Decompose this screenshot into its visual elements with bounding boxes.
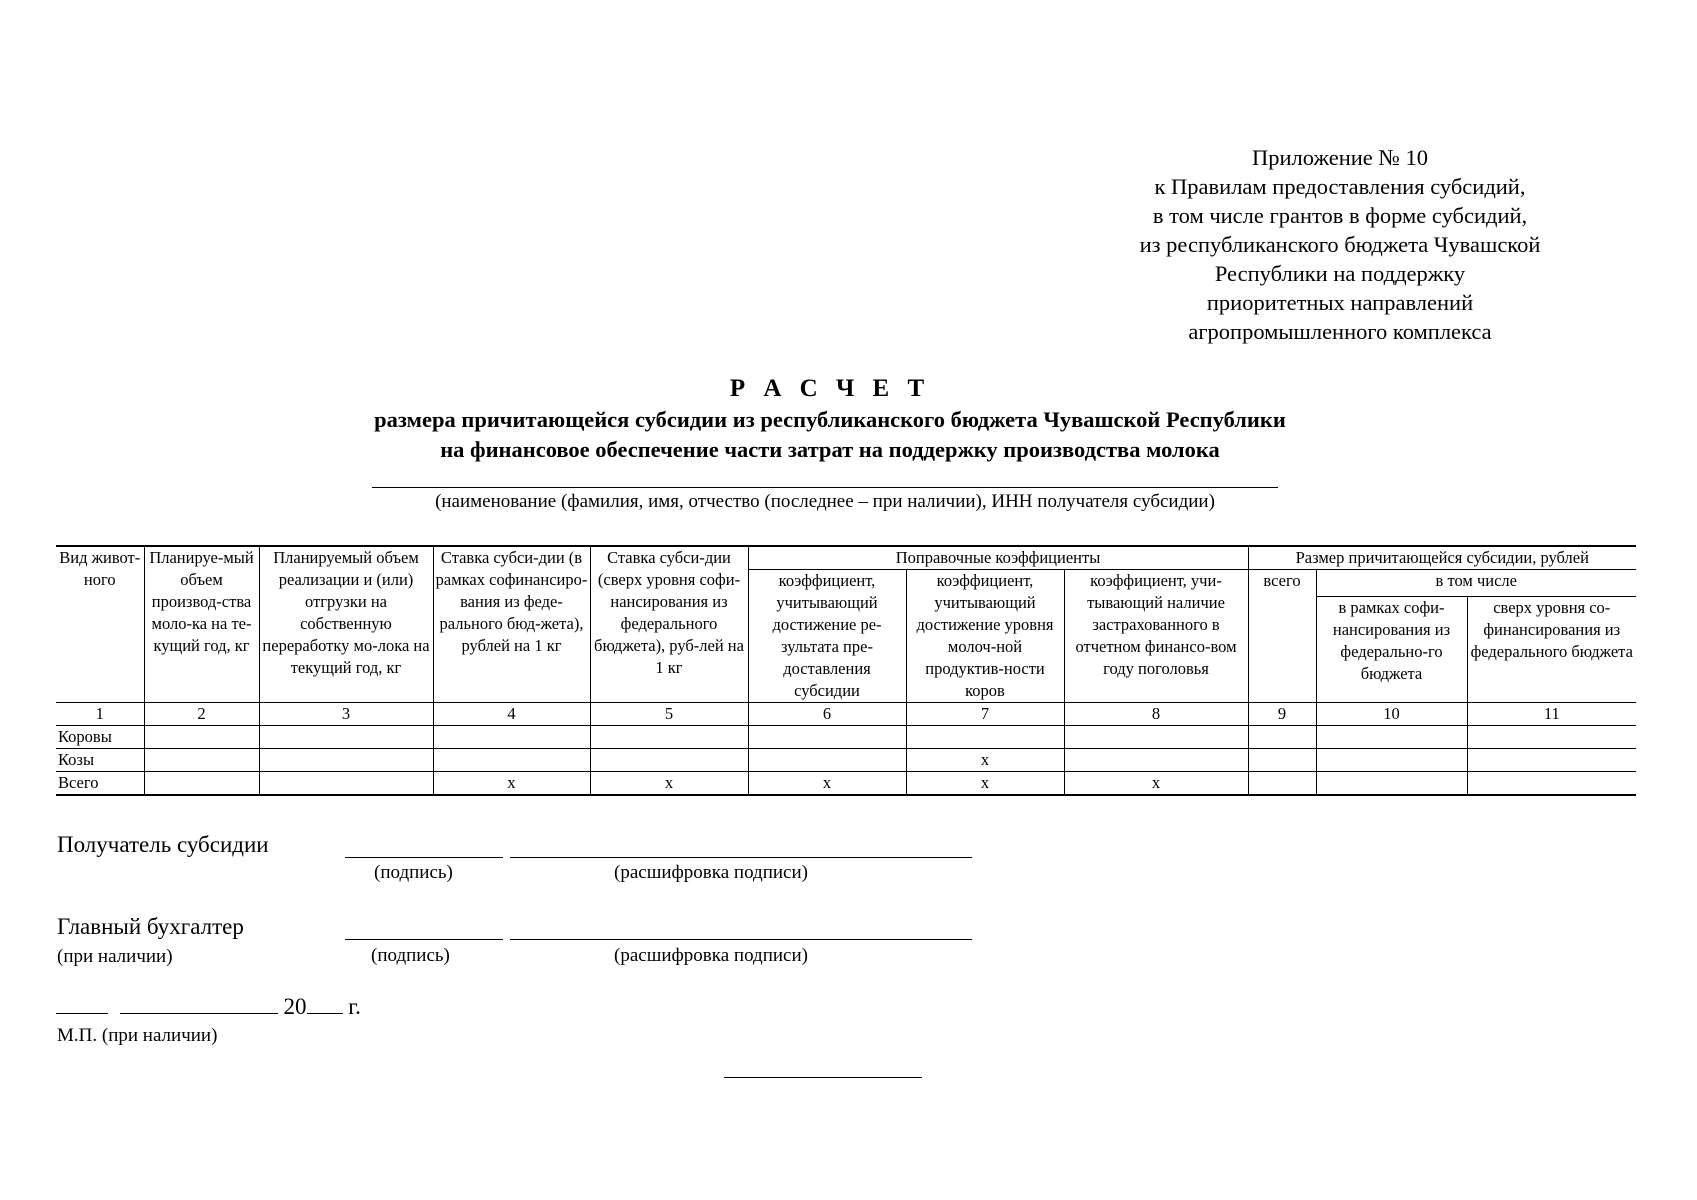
table-cell[interactable] — [259, 726, 433, 749]
table-cell[interactable] — [259, 749, 433, 772]
table-cell[interactable] — [1316, 772, 1467, 796]
table-cell: х — [748, 772, 906, 796]
document-subtitle — [0, 405, 1660, 465]
column-number: 2 — [144, 703, 259, 726]
table-cell[interactable] — [1467, 749, 1636, 772]
table-cell[interactable] — [1248, 726, 1316, 749]
date-year-field[interactable] — [307, 995, 343, 1014]
table-cell[interactable] — [433, 726, 590, 749]
header-above-cofinancing: сверх уровня со-финансирования из федерального бюджета — [1467, 597, 1636, 703]
table-cell: х — [590, 772, 748, 796]
annex-header — [1080, 143, 1600, 346]
header-correction-coefficients: Поправочные коэффициенты — [748, 546, 1248, 570]
annex-line: к Правилам предоставления субсидий, — [1154, 174, 1526, 199]
recipient-decode-field[interactable] — [510, 857, 972, 858]
row-label: Козы — [56, 749, 144, 772]
table-cell[interactable] — [1316, 726, 1467, 749]
column-number: 1 — [56, 703, 144, 726]
recipient-signature-field[interactable] — [345, 857, 503, 858]
recipient-signature-label: Получатель субсидии — [57, 832, 269, 857]
header-subsidy-size: Размер причитающейся субсидии, рублей — [1248, 546, 1636, 570]
document-title: Р А С Ч Е Т — [729, 375, 931, 402]
column-number: 4 — [433, 703, 590, 726]
header-planned-sales: Планируемый объем реализации и (или) отгрузки на собственную переработку мо-лока на текущий год, кг — [259, 546, 433, 703]
table-cell[interactable] — [1248, 772, 1316, 796]
table-cell[interactable] — [590, 726, 748, 749]
annex-line: в том числе грантов в форме субсидий, — [1152, 203, 1528, 228]
recipient-name-field[interactable] — [372, 487, 1278, 488]
table-row-total — [56, 772, 1636, 796]
table-cell: х — [433, 772, 590, 796]
stamp-caption: М.П. (при наличии) — [57, 1025, 218, 1046]
row-label: Коровы — [56, 726, 144, 749]
header-coef-insurance: коэффициент, учи-тывающий наличие застрахованного в отчетном финансо-вом году поголовья — [1064, 570, 1248, 703]
annex-line: Приложение № 10 — [1252, 145, 1428, 170]
header-including: в том числе — [1316, 570, 1636, 597]
decode-caption: (расшифровка подписи) — [614, 945, 808, 966]
accountant-note: (при наличии) — [57, 946, 173, 967]
subtitle-line: размера причитающейся субсидии из республиканского бюджета Чувашской Республики — [374, 407, 1286, 432]
column-number: 9 — [1248, 703, 1316, 726]
header-coef-result: коэффициент, учитывающий достижение ре-зультата пре-доставления субсидии — [748, 570, 906, 703]
recipient-name-caption: (наименование (фамилия, имя, отчество (последнее – при наличии), ИНН получателя субсидии) — [435, 491, 1215, 512]
column-number: 8 — [1064, 703, 1248, 726]
row-label: Всего — [56, 772, 144, 796]
accountant-decode-field[interactable] — [510, 939, 972, 940]
annex-line: агропромышленного комплекса — [1188, 319, 1492, 344]
table-cell[interactable] — [748, 749, 906, 772]
decode-caption: (расшифровка подписи) — [614, 862, 808, 883]
column-number: 10 — [1316, 703, 1467, 726]
header-animal-type: Вид живот-ного — [56, 546, 144, 703]
column-numbers-row — [56, 703, 1636, 726]
header-rate-cofinancing: Ставка субси-дии (в рамках софинансиро-вания из феде-рального бюд-жета), рублей на 1 кг — [433, 546, 590, 703]
column-number: 3 — [259, 703, 433, 726]
table-cell: х — [1064, 772, 1248, 796]
accountant-signature-label: Главный бухгалтер — [57, 914, 244, 939]
table-cell[interactable] — [748, 726, 906, 749]
table-cell[interactable] — [144, 749, 259, 772]
table-cell[interactable] — [1316, 749, 1467, 772]
column-number: 11 — [1467, 703, 1636, 726]
date-month-field[interactable] — [120, 995, 278, 1014]
table-cell[interactable] — [259, 772, 433, 796]
date-year-prefix: 20 — [283, 994, 307, 1019]
accountant-signature-field[interactable] — [345, 939, 503, 940]
annex-line: из республиканского бюджета Чувашской — [1139, 232, 1541, 257]
table-cell[interactable] — [433, 749, 590, 772]
signature-caption: (подпись) — [371, 945, 450, 966]
header-rate-above: Ставка субси-дии (сверх уровня софи-нансирования из федерального бюджета), руб-лей на 1 кг — [590, 546, 748, 703]
annex-line: приоритетных направлений — [1206, 290, 1474, 315]
table-cell[interactable] — [906, 726, 1064, 749]
table-row-goats — [56, 749, 1636, 772]
table-cell[interactable] — [1467, 772, 1636, 796]
table-cell[interactable] — [1064, 749, 1248, 772]
column-number: 7 — [906, 703, 1064, 726]
table-cell[interactable] — [1467, 726, 1636, 749]
annex-line: Республики на поддержку — [1214, 261, 1466, 286]
table-cell[interactable] — [1248, 749, 1316, 772]
column-number: 6 — [748, 703, 906, 726]
subtitle-line: на финансовое обеспечение части затрат на поддержку производства молока — [440, 437, 1220, 462]
header-planned-production: Планируе-мый объем производ-ства моло-ка на те-кущий год, кг — [144, 546, 259, 703]
date-day-field[interactable] — [56, 995, 108, 1014]
date-year-suffix: г. — [348, 994, 361, 1019]
table-cell[interactable] — [590, 749, 748, 772]
table-cell[interactable] — [144, 772, 259, 796]
table-row-cows — [56, 726, 1636, 749]
end-divider — [724, 1077, 922, 1078]
header-total: всего — [1248, 570, 1316, 703]
table-cell: х — [906, 772, 1064, 796]
column-number: 5 — [590, 703, 748, 726]
table-cell: х — [906, 749, 1064, 772]
signature-caption: (подпись) — [374, 862, 453, 883]
calculation-table — [56, 545, 1636, 796]
header-coef-productivity: коэффициент, учитывающий достижение уровня молоч-ной продуктив-ности коров — [906, 570, 1064, 703]
table-cell[interactable] — [1064, 726, 1248, 749]
header-within-cofinancing: в рамках софи-нансирования из федерально-го бюджета — [1316, 597, 1467, 703]
date-line — [56, 994, 361, 1020]
table-cell[interactable] — [144, 726, 259, 749]
